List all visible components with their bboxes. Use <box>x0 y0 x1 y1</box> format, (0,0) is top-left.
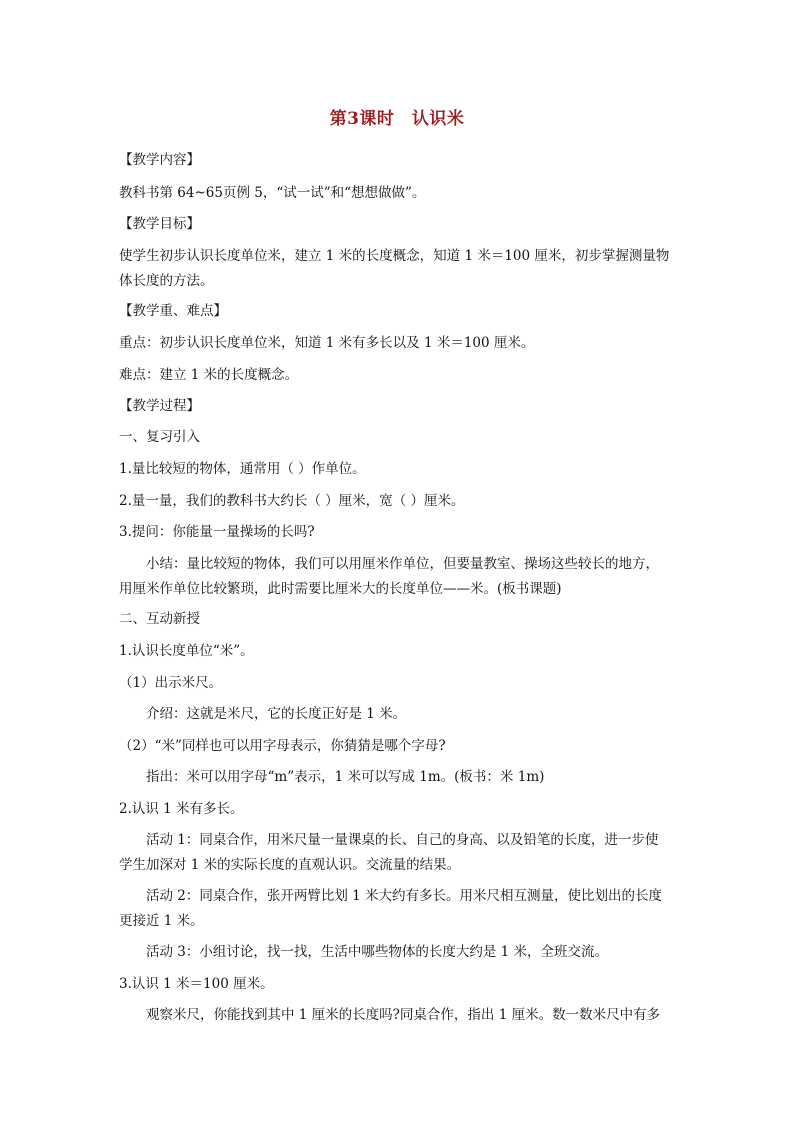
text-line: 学生加深对 1 米的实际长度的直观认识。交流量的结果。 <box>119 857 461 873</box>
text-line: 活动 1：同桌合作，用米尺量一量课桌的长、自己的身高、以及铅笔的长度，进一步使 <box>146 832 659 848</box>
text-line: 观察米尺，你能找到其中 1 厘米的长度吗?同桌合作，指出 1 厘米。数一数米尺中有多 <box>146 1007 661 1023</box>
text-line: 【教学重、难点】 <box>119 303 227 319</box>
text-line: 3.提问：你能量一量操场的长吗? <box>119 524 315 540</box>
text-line: （1）出示米尺。 <box>119 675 223 691</box>
text-line: 更接近 1 米。 <box>119 913 204 929</box>
text-line: 【教学目标】 <box>119 216 200 232</box>
text-line: 一、复习引入 <box>119 429 200 445</box>
text-line: 体长度的方法。 <box>119 273 214 289</box>
text-line: 教科书第 64~65页例 5，“试一试”和“想想做做”。 <box>119 185 426 201</box>
lesson-title: 第3课时 认识米 <box>329 109 465 129</box>
text-line: 小结：量比较短的物体，我们可以用厘米作单位，但要量教室、操场这些较长的地方， <box>146 556 659 572</box>
text-line: 使学生初步认识长度单位米，建立 1 米的长度概念，知道 1 米＝100 厘米，初步掌握测量物 <box>119 248 670 264</box>
text-line: 3.认识 1 米＝100 厘米。 <box>119 976 274 992</box>
text-line: 1.量比较短的物体，通常用（ ）作单位。 <box>119 461 366 477</box>
text-line: 介绍：这就是米尺，它的长度正好是 1 米。 <box>146 706 407 722</box>
text-line: 难点：建立 1 米的长度概念。 <box>119 367 299 383</box>
text-line: 【教学内容】 <box>119 152 200 168</box>
text-line: 2.认识 1 米有多长。 <box>119 801 244 817</box>
text-line: 指出：米可以用字母“m”表示，1 米可以写成 1m。(板书：米 1m) <box>146 769 545 785</box>
text-line: 【教学过程】 <box>119 398 200 414</box>
text-line: 2.量一量，我们的教科书大约长（ ）厘米，宽（ ）厘米。 <box>119 493 465 509</box>
text-line: 二、互动新授 <box>119 611 200 627</box>
text-line: 活动 3：小组讨论，找一找，生活中哪些物体的长度大约是 1 米，全班交流。 <box>146 944 609 960</box>
text-line: 用厘米作单位比较繁琐，此时需要比厘米大的长度单位——米。(板书课题) <box>119 581 562 597</box>
text-line: 活动 2：同桌合作，张开两臂比划 1 米大约有多长。用米尺相互测量，使比划出的长度 <box>146 888 663 904</box>
text-line: 1.认识长度单位“米”。 <box>119 643 254 659</box>
text-line: 重点：初步认识长度单位米，知道 1 米有多长以及 1 米＝100 厘米。 <box>119 335 535 351</box>
text-line: （2）“米”同样也可以用字母表示，你猜猜是哪个字母? <box>119 738 446 754</box>
